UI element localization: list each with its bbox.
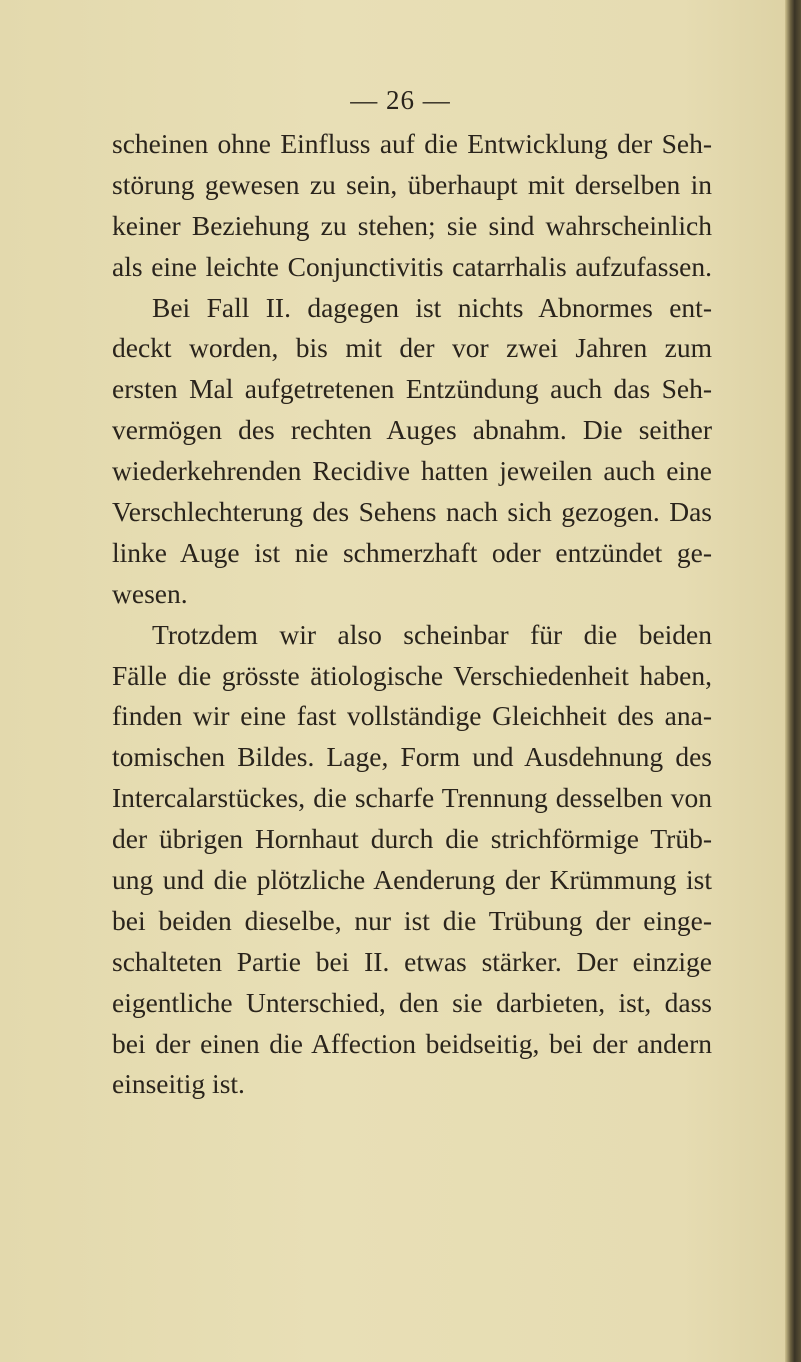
text-line: einseitig ist. <box>112 1068 245 1100</box>
text-line: als eine leichte Conjunctivitis catarrhalis aufzufassen. <box>112 250 712 282</box>
text-line: bei beiden dieselbe, nur ist die Trübung der einge- <box>112 904 712 936</box>
text-line: wesen. <box>112 577 188 609</box>
text-line: Fälle die grösste ätiologische Verschiedenheit haben, <box>112 659 712 691</box>
text-line: Bei Fall II. dagegen ist nichts Abnormes ent- <box>152 291 712 323</box>
text-line: finden wir eine fast vollständige Gleichheit des ana- <box>112 700 712 732</box>
text-line: Verschlechterung des Sehens nach sich gezogen. Das <box>112 496 712 528</box>
text-line: deckt worden, bis mit der vor zwei Jahren zum <box>112 332 712 364</box>
text-line: wiederkehrenden Recidive hatten jeweilen auch eine <box>112 455 712 487</box>
text-line: ersten Mal aufgetretenen Entzündung auch das Seh- <box>112 373 712 405</box>
text-line: schalteten Partie bei II. etwas stärker. Der einzige <box>112 945 712 977</box>
page-number: — 26 — <box>350 85 451 115</box>
text-line: Trotzdem wir also scheinbar für die beiden <box>152 618 712 650</box>
body-text <box>112 124 712 1105</box>
text-line: tomischen Bildes. Lage, Form und Ausdehnung des <box>112 741 712 773</box>
text-line: keiner Beziehung zu stehen; sie sind wahrscheinlich <box>112 209 712 241</box>
text-line: störung gewesen zu sein, überhaupt mit derselben in <box>112 168 712 200</box>
text-line: ung und die plötzliche Aenderung der Krümmung ist <box>112 864 712 896</box>
text-line: linke Auge ist nie schmerzhaft oder entzündet ge- <box>112 536 712 568</box>
text-line: eigentliche Unterschied, den sie darbieten, ist, dass <box>112 986 712 1018</box>
text-line: bei der einen die Affection beidseitig, bei der andern <box>112 1027 712 1059</box>
text-line: Intercalarstückes, die scharfe Trennung desselben von <box>112 782 712 814</box>
text-line: scheinen ohne Einfluss auf die Entwicklung der Seh- <box>112 128 712 159</box>
text-line: der übrigen Hornhaut durch die strichförmige Trüb- <box>112 823 712 855</box>
text-line: vermögen des rechten Auges abnahm. Die seither <box>112 414 712 446</box>
page-edge-shadow <box>785 0 801 1362</box>
